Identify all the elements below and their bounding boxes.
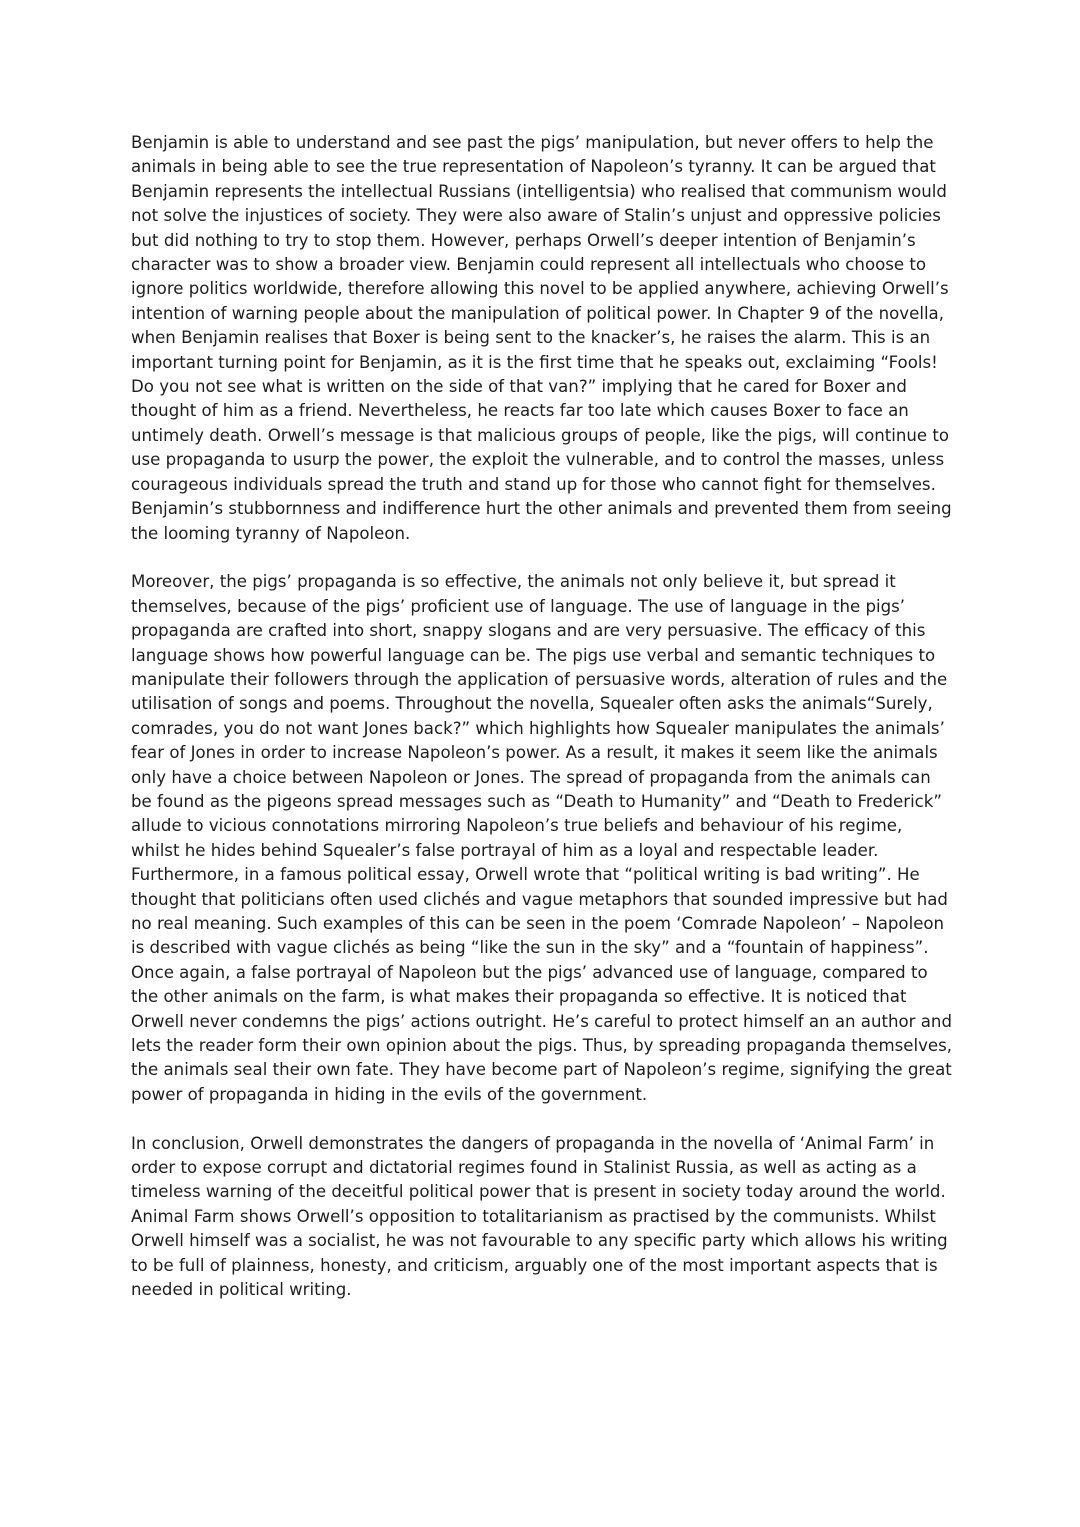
paragraph-conclusion: In conclusion, Orwell demonstrates the dangers of propaganda in the novella of ‘Animal Farm’ in order to expose corrupt and dictatorial regimes found in Stalinist Russia, as well as acting as a timeless warning of the deceitful political power that is present in society today around the world. Animal Farm shows Orwell’s opposition to totalitarianism as practised by the communists. Whilst Orwell himself was a socialist, he was not favourable to any specific party which allows his writing to be full of plainness, honesty, and criticism, arguably one of the most important aspects that is needed in political writing. — [131, 1133, 948, 1300]
paragraph-propaganda-language: Moreover, the pigs’ propaganda is so effective, the animals not only believe it, but spread it themselves, because of the pigs’ proficient use of language. The use of language in the pigs’ propaganda are crafted into short, snappy slogans and are very persuasive. The efficacy of this language shows how powerful language can be. The pigs use verbal and semantic techniques to manipulate their followers through the application of persuasive words, alteration of rules and the utilisation of songs and poems. Throughout the novella, Squealer often asks the animals“Surely, comrades, you do not want Jones back?” which highlights how Squealer manipulates the animals’ fear of Jones in order to increase Napoleon’s power. As a result, it makes it seem like the animals only have a choice between Napoleon or Jones. The spread of propaganda from the animals can be found as the pigeons spread messages such as “Death to Humanity” and “Death to Frederick” allude to vicious connotations mirroring Napoleon’s true beliefs and behaviour of his regime, whilst he hides behind Squealer’s false portrayal of him as a loyal and respectable leader. Furthermore, in a famous political essay, Orwell wrote that “political writing is bad writing”. He thought that politicians often used clichés and vague metaphors that sounded impressive but had no real meaning. Such examples of this can be seen in the poem ‘Comrade Napoleon’ – Napoleon is described with vague clichés as being “like the sun in the sky” and a “fountain of happiness”. Once again, a false portrayal of Napoleon but the pigs’ advanced use of language, compared to the other animals on the farm, is what makes their propaganda so effective. It is noticed that Orwell never condemns the pigs’ actions outright. He’s careful to protect himself an an author and lets the reader form their own opinion about the pigs. Thus, by spreading propaganda themselves, the animals seal their own fate. They have become part of Napoleon’s regime, signifying the great power of propaganda in hiding in the evils of the government. — [131, 572, 953, 1104]
essay-body — [131, 131, 953, 1327]
paragraph-benjamin: Benjamin is able to understand and see past the pigs’ manipulation, but never offers to help the animals in being able to see the true representation of Napoleon’s tyranny. It can be argued that Benjamin represents the intellectual Russians (intelligentsia) who realised that communism would not solve the injustices of society. They were also aware of Stalin’s unjust and oppressive policies but did nothing to try to stop them. However, perhaps Orwell’s deeper intention of Benjamin’s character was to show a broader view. Benjamin could represent all intellectuals who choose to ignore politics worldwide, therefore allowing this novel to be applied anywhere, achieving Orwell’s intention of warning people about the manipulation of political power. In Chapter 9 of the novella, when Benjamin realises that Boxer is being sent to the knacker’s, he raises the alarm. This is an important turning point for Benjamin, as it is the first time that he speaks out, exclaiming “Fools! Do you not see what is written on the side of that van?” implying that he cared for Boxer and thought of him as a friend. Nevertheless, he reacts far too late which causes Boxer to face an untimely death. Orwell’s message is that malicious groups of people, like the pigs, will continue to use propaganda to usurp the power, the exploit the vulnerable, and to control the masses, unless courageous individuals spread the truth and stand up for those who cannot fight for themselves. Benjamin’s stubbornness and indifference hurt the other animals and prevented them from seeing the looming tyranny of Napoleon. — [131, 133, 952, 543]
